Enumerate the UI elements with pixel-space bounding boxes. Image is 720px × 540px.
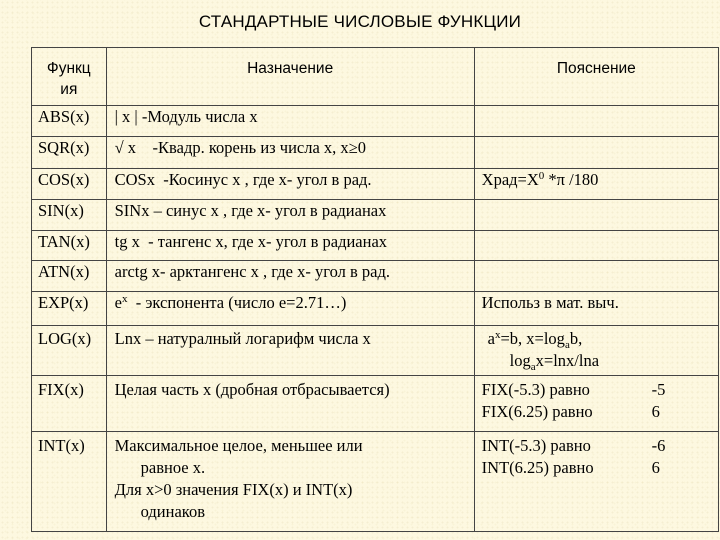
- note-cell: [474, 261, 718, 292]
- table-row: [32, 106, 719, 137]
- note-cell: $a^x=b$, $x=\log_ab$, $\log_ax=\ln x$/lna: [474, 326, 718, 376]
- description-cell: arctg x- арктангенс x , где x- угол в рад.: [106, 261, 474, 292]
- description-cell: tg x - тангенс x, где x- угол в радианах: [106, 231, 474, 261]
- function-cell: SIN(x): [32, 200, 107, 231]
- table-row: [32, 231, 719, 261]
- function-cell: ABS(x): [32, 106, 107, 137]
- function-cell: COS(x): [32, 169, 107, 200]
- function-cell: EXP(x): [32, 292, 107, 326]
- function-cell: ATN(x): [32, 261, 107, 292]
- description-cell: Целая часть x (дробная отбрасывается): [106, 376, 474, 432]
- header-purpose: Назначение: [106, 48, 474, 106]
- functions-table: [31, 47, 719, 532]
- note-cell: [474, 106, 718, 137]
- description-cell: √ x -Квадр. корень из числа x, x≥0: [106, 137, 474, 169]
- description-cell: COSx -Косинус x , где x- угол в рад.: [106, 169, 474, 200]
- description-cell: Максимальное целое, меньшее или равное x. Для x>0 значения FIX(x) и INT(x) одинаков: [106, 432, 474, 532]
- header-note: Пояснение: [474, 48, 718, 106]
- description-cell: | x | -Модуль числа x: [106, 106, 474, 137]
- description-cell: Lnx – натуралный логарифм числа x: [106, 326, 474, 376]
- table-row: [32, 432, 719, 532]
- page-title: СТАНДАРТНЫЕ ЧИСЛОВЫЕ ФУНКЦИИ: [198, 12, 522, 31]
- note-cell: [474, 231, 718, 261]
- table-row: [32, 137, 719, 169]
- header-function-line2: ия: [60, 81, 78, 98]
- function-cell: FIX(x): [32, 376, 107, 432]
- function-cell: LOG(x): [32, 326, 107, 376]
- description-cell: $e^x$ - экспонента (число е=2.71…): [106, 292, 474, 326]
- table-row: [32, 326, 719, 376]
- table-row: [32, 376, 719, 432]
- table-header-row: [32, 48, 719, 106]
- function-cell: TAN(x): [32, 231, 107, 261]
- function-cell: INT(x): [32, 432, 107, 532]
- note-cell: [474, 200, 718, 231]
- table-row: [32, 261, 719, 292]
- description-cell: SINx – синус x , где x- угол в радианах: [106, 200, 474, 231]
- note-cell: Использ в мат. выч.: [474, 292, 718, 326]
- note-cell: INT(-5.3) равно -6 INT(6.25) равно 6: [474, 432, 718, 532]
- function-cell: SQR(x): [32, 137, 107, 169]
- note-cell: FIX(-5.3) равно -5 FIX(6.25) равно 6: [474, 376, 718, 432]
- table-row: [32, 169, 719, 200]
- header-function-line1: Функц: [46, 60, 91, 77]
- header-function: [32, 48, 107, 106]
- table-row: [32, 292, 719, 326]
- table-row: [32, 200, 719, 231]
- note-cell: [474, 137, 718, 169]
- note-cell: $Храд=Х^0$ *π /180: [474, 169, 718, 200]
